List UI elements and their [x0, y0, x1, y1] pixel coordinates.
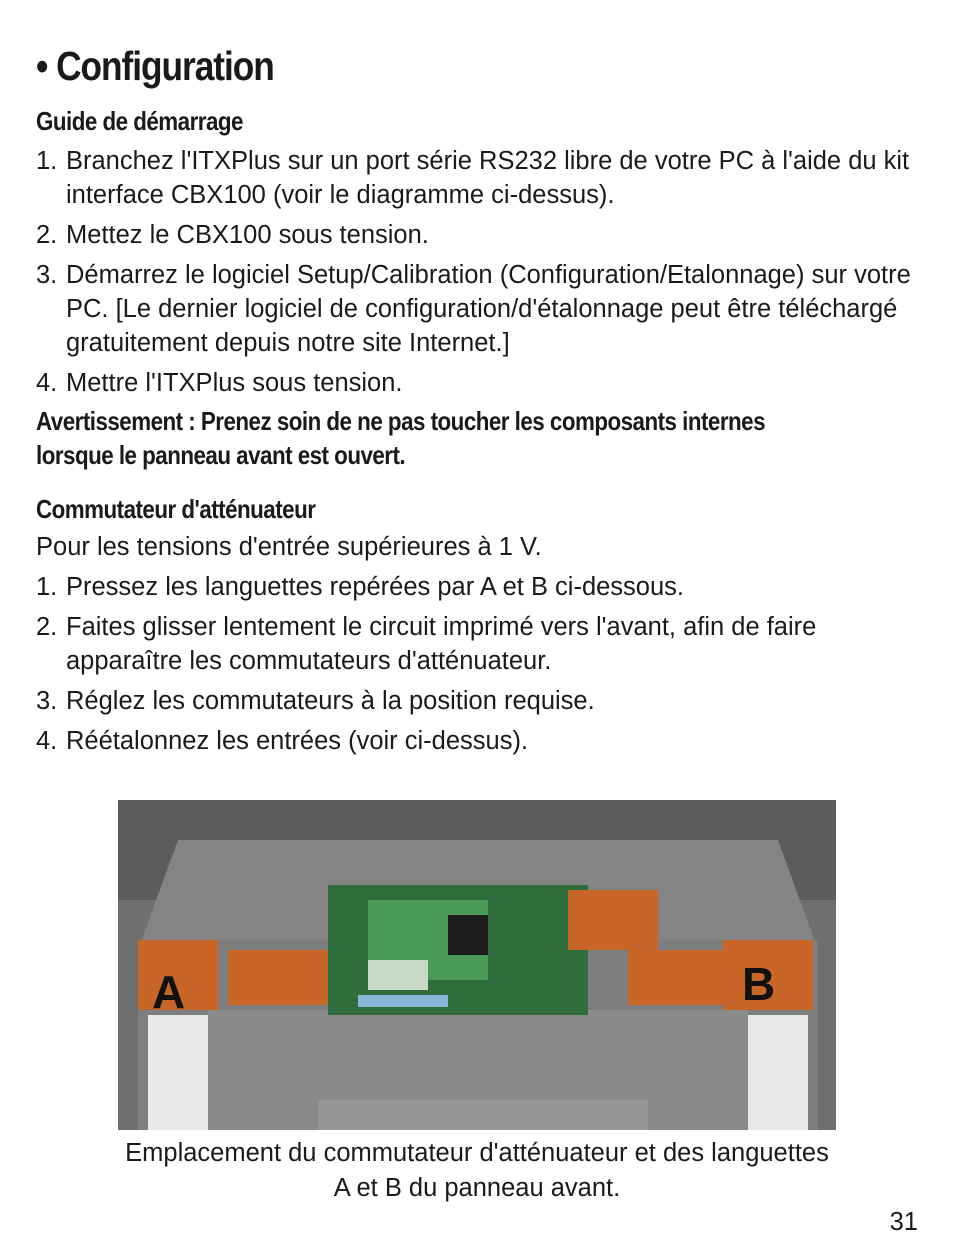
label-b: B [742, 958, 776, 1010]
list-item-text: Réglez les commutateurs à la position requise. [66, 687, 595, 715]
list-item [36, 218, 920, 252]
warning-line-1: Avertissement : Prenez soin de ne pas toucher les composants internes [36, 406, 766, 436]
list-item-text: Démarrez le logiciel Setup/Calibration (Configuration/Etalonnage) sur votre PC. [Le dernier logiciel de configuration/d'étalonnage peut être téléchargé gratuitement depuis notre site Internet.] [66, 261, 911, 357]
figure-caption [60, 1136, 894, 1206]
list-item [36, 366, 920, 400]
list-item-text: Mettre l'ITXPlus sous tension. [66, 369, 403, 397]
section-startup-guide [36, 104, 920, 472]
list-item-number: 4. [36, 369, 58, 397]
chip [448, 915, 488, 955]
list-item [36, 258, 920, 360]
list-item-text: Pressez les languettes repérées par A et B ci-dessous. [66, 573, 685, 601]
caption-line-2: A et B du panneau avant. [333, 1174, 621, 1202]
left-orange-latch [228, 950, 328, 1005]
list-item-number: 1. [36, 573, 58, 601]
right-orange-latch [628, 950, 738, 1005]
blue-strip [358, 995, 448, 1007]
list-item-text: Réétalonnez les entrées (voir ci-dessus). [66, 727, 529, 755]
page-title: • Configuration [36, 43, 274, 89]
warning-text [36, 404, 896, 472]
section-heading-startup: Guide de démarrage [36, 106, 243, 136]
front-label-area [318, 1100, 648, 1130]
section-heading-attenuator: Commutateur d'atténuateur [36, 494, 316, 524]
list-item-number: 1. [36, 147, 58, 175]
warning-line-2: lorsque le panneau avant est ouvert. [36, 440, 406, 470]
list-item-text: Faites glisser lentement le circuit imprimé vers l'avant, afin de faire apparaître les commutateurs d'atténuateur. [66, 613, 817, 675]
list-item-number: 2. [36, 613, 58, 641]
list-item [36, 610, 920, 678]
list-item-number: 4. [36, 727, 58, 755]
caption-line-1: Emplacement du commutateur d'atténuateur et des languettes [125, 1139, 829, 1167]
list-item-text: Branchez l'ITXPlus sur un port série RS232 libre de votre PC à l'aide du kit interface CBX100 (voir le diagramme ci-dessus). [66, 147, 910, 209]
list-item [36, 724, 920, 758]
list-item-number: 2. [36, 221, 58, 249]
center-orange-latch [568, 890, 658, 950]
front-panel-photo [118, 800, 836, 1130]
list-item [36, 570, 920, 604]
list-item [36, 144, 920, 212]
page-content [36, 38, 920, 758]
list-item [36, 684, 920, 718]
startup-steps-list [36, 144, 920, 400]
section-attenuator-switch [36, 492, 920, 758]
label-a: A [152, 966, 186, 1018]
list-item-text: Mettez le CBX100 sous tension. [66, 221, 429, 249]
attenuator-steps-list [36, 570, 920, 758]
section-intro: Pour les tensions d'entrée supérieures à 1 V. [36, 533, 542, 561]
attenuator-switches [368, 960, 428, 990]
list-item-number: 3. [36, 687, 58, 715]
list-item-number: 3. [36, 261, 58, 289]
page-number: 31 [889, 1208, 918, 1236]
